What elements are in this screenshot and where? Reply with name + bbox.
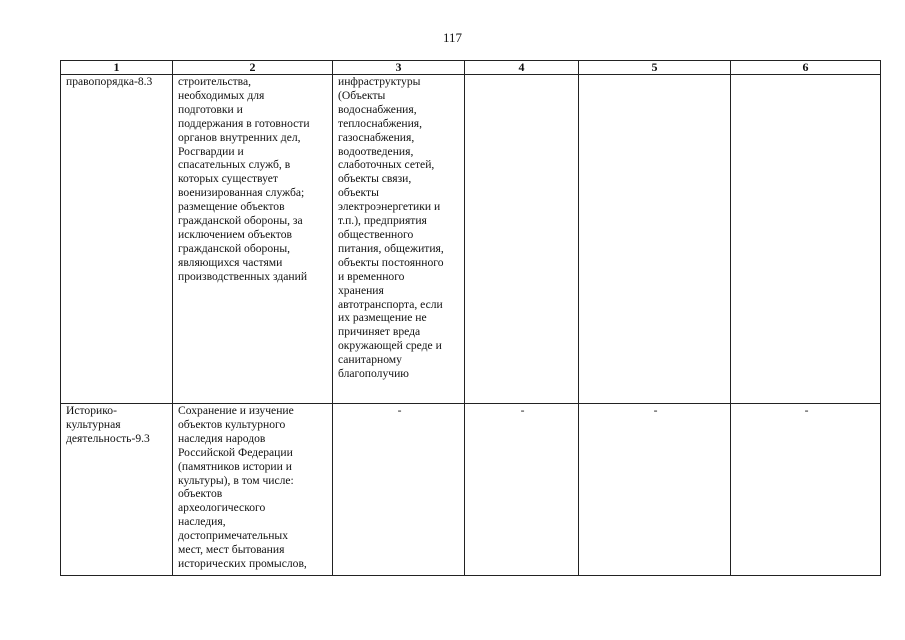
- cell-text: правопорядка-8.3: [66, 75, 153, 88]
- cell-text: -: [653, 404, 658, 417]
- table-cell: [61, 75, 173, 404]
- table-cell: [61, 404, 173, 576]
- column-header-6: 6: [731, 61, 881, 75]
- column-header-3: 3: [333, 61, 465, 75]
- cell-text: Сохранение и изучение объектов культурного наследия народов Российской Федерации (памятников истории и культуры), в том числе: объектов археологического наследия, достопримечательных мест, мест бытования исторических промыслов,: [178, 404, 307, 570]
- table-cell: [731, 75, 881, 404]
- column-header-1: 1: [61, 61, 173, 75]
- table-cell: [173, 75, 333, 404]
- table-cell: [731, 404, 881, 576]
- table-row: [61, 404, 881, 576]
- table-row: [61, 75, 881, 404]
- column-header-4: 4: [465, 61, 579, 75]
- table-cell: [333, 404, 465, 576]
- table-cell: [465, 75, 579, 404]
- cell-text: -: [397, 404, 402, 417]
- cell-text: Историко- культурная деятельность-9.3: [66, 404, 150, 445]
- cell-text: строительства, необходимых для подготовки и поддержания в готовности органов внутренних дел, Росгвардии и спасательных служб, в которых существует военизированная служба; размещение объектов гражданской обороны, за исключением объектов гражданской обороны, являющихся частями производственных зданий: [178, 75, 310, 283]
- header-row: [61, 61, 881, 75]
- cell-text: инфраструктуры (Объекты водоснабжения, теплоснабжения, газоснабжения, водоотведения, слаботочных сетей, объекты связи, объекты электроэнергетики и т.п.), предприятия общественного питания, общежития, объекты постоянного и временного хранения автотранспорта, если их размещение не причиняет вреда окружающей среде и санитарному благополучию: [338, 75, 444, 381]
- cell-text: -: [804, 404, 809, 417]
- table-cell: [173, 404, 333, 576]
- document-table: [60, 60, 881, 576]
- cell-text: -: [520, 404, 525, 417]
- table-cell: [333, 75, 465, 404]
- table-cell: [579, 404, 731, 576]
- column-header-2: 2: [173, 61, 333, 75]
- table-cell: [579, 75, 731, 404]
- column-header-5: 5: [579, 61, 731, 75]
- table-cell: [465, 404, 579, 576]
- page-number: 117: [442, 30, 463, 45]
